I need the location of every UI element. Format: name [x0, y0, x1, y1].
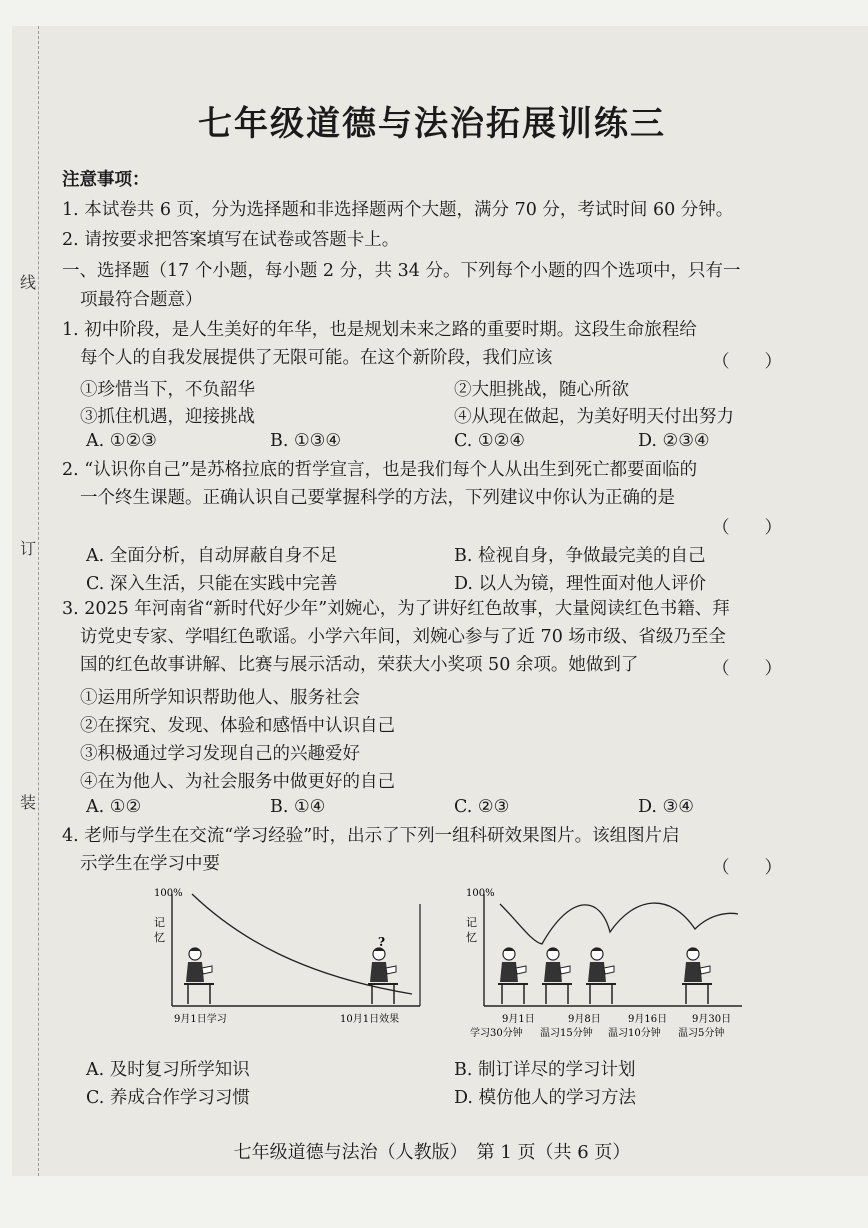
q4-stem-cont: 示学生在学习中要 [80, 854, 220, 874]
student-icon [184, 948, 214, 1004]
q1-item-2: ②大胆挑战，随心所欲 [454, 380, 629, 400]
q3-stem: 3. 2025 年河南省“新时代好少年”刘婉心，为了讲好红色故事，大量阅读红色书籍、拜 [62, 599, 730, 619]
page-title: 七年级道德与法治拓展训练三 [198, 104, 666, 144]
right-fig-date-3: 9月16日 [628, 1014, 668, 1025]
page-footer: 七年级道德与法治（人教版） 第 1 页（共 6 页） [233, 1142, 631, 1163]
q2-stem-cont: 一个终生课题。正确认识自己要掌握科学的方法，下列建议中你认为正确的是 [80, 488, 675, 508]
q1-item-4: ④从现在做起，为美好明天付出努力 [454, 407, 734, 427]
left-fig-ytop: 100% [154, 888, 183, 899]
right-fig-ylabel-2: 忆 [466, 931, 477, 944]
q1-answer-blank[interactable]: （ ） [712, 352, 782, 372]
q3-option-b[interactable]: B. ①④ [270, 797, 326, 817]
q1-option-a[interactable]: A. ①②③ [86, 431, 157, 451]
q1-item-3: ③抓住机遇，迎接挑战 [80, 407, 255, 427]
right-fig-date-4: 9月30日 [692, 1014, 732, 1025]
q3-stem-cont-2: 国的红色故事讲解、比赛与展示活动，荣获大小奖项 50 余项。她做到了 [80, 655, 639, 675]
right-fig-ytop: 100% [466, 888, 495, 899]
question-mark-icon: ? [378, 935, 386, 949]
left-fig-x-start: 9月1日学习 [174, 1014, 227, 1025]
q1-option-b[interactable]: B. ①③④ [270, 431, 342, 451]
q2-option-c[interactable]: C. 深入生活，只能在实践中完善 [86, 574, 338, 594]
right-fig-date-1: 9月1日 [502, 1014, 535, 1025]
student-icon [498, 948, 528, 1004]
binding-char-order: 订 [20, 539, 37, 558]
q2-option-d[interactable]: D. 以人为镜，理性面对他人评价 [454, 574, 707, 594]
right-fig-note-1: 学习30分钟 [470, 1028, 523, 1039]
student-icon [682, 948, 712, 1004]
q1-option-c[interactable]: C. ①②④ [454, 431, 525, 451]
student-icon [542, 948, 572, 1004]
q3-option-d[interactable]: D. ③④ [638, 797, 694, 817]
binding-char-bind: 装 [20, 793, 37, 812]
right-fig-note-2: 温习15分钟 [540, 1028, 593, 1039]
q3-item-2: ②在探究、发现、体验和感悟中认识自己 [80, 716, 395, 736]
q2-option-b[interactable]: B. 检视自身，争做最完美的自己 [454, 546, 706, 566]
q4-option-c[interactable]: C. 养成合作学习习惯 [86, 1088, 250, 1108]
q2-answer-blank[interactable]: （ ） [712, 518, 782, 538]
student-icon [586, 948, 616, 1004]
section-heading: 一、选择题（17 个小题，每小题 2 分，共 34 分。下列每个小题的四个选项中，只有一 [62, 261, 741, 281]
q3-item-4: ④在为他人、为社会服务中做更好的自己 [80, 772, 395, 792]
q4-stem: 4. 老师与学生在交流“学习经验”时，出示了下列一组科研效果图片。该组图片启 [62, 826, 680, 846]
binding-line [38, 26, 39, 1176]
notice-item-1: 1. 本试卷共 6 页，分为选择题和非选择题两个大题，满分 70 分，考试时间 60 分钟。 [62, 200, 734, 220]
binding-char-line: 线 [20, 273, 37, 292]
forgetting-curve-figure [144, 884, 434, 1030]
q1-stem-cont: 每个人的自我发展提供了无限可能。在这个新阶段，我们应该 [80, 348, 553, 368]
q3-item-3: ③积极通过学习发现自己的兴趣爱好 [80, 744, 360, 764]
left-fig-x-end: 10月1日效果 [340, 1014, 400, 1025]
left-fig-ylabel-1: 记 [154, 916, 165, 929]
q3-option-a[interactable]: A. ①② [86, 797, 142, 817]
right-fig-note-3: 温习10分钟 [608, 1028, 661, 1039]
q1-option-d[interactable]: D. ②③④ [638, 431, 710, 451]
left-fig-ylabel-2: 忆 [154, 931, 165, 944]
right-fig-date-2: 9月8日 [568, 1014, 601, 1025]
section-heading-cont: 项最符合题意） [80, 290, 203, 310]
q3-option-c[interactable]: C. ②③ [454, 797, 510, 817]
student-icon [368, 948, 398, 1004]
notice-heading: 注意事项： [62, 170, 150, 190]
q4-option-d[interactable]: D. 模仿他人的学习方法 [454, 1088, 637, 1108]
q4-option-a[interactable]: A. 及时复习所学知识 [86, 1060, 250, 1080]
right-fig-review-curve [500, 903, 738, 944]
q3-answer-blank[interactable]: （ ） [712, 659, 782, 679]
review-curve-figure [460, 884, 750, 1050]
q1-stem: 1. 初中阶段，是人生美好的年华，也是规划未来之路的重要时期。这段生命旅程给 [62, 320, 697, 340]
q3-item-1: ①运用所学知识帮助他人、服务社会 [80, 688, 360, 708]
q2-stem: 2. “认识你自己”是苏格拉底的哲学宣言，也是我们每个人从出生到死亡都要面临的 [62, 460, 698, 480]
q2-option-a[interactable]: A. 全面分析，自动屏蔽自身不足 [86, 546, 338, 566]
q1-item-1: ①珍惜当下，不负韶华 [80, 380, 255, 400]
right-fig-note-4: 温习5分钟 [678, 1028, 725, 1039]
q4-answer-blank[interactable]: （ ） [712, 858, 782, 878]
q4-option-b[interactable]: B. 制订详尽的学习计划 [454, 1060, 636, 1080]
notice-item-2: 2. 请按要求把答案填写在试卷或答题卡上。 [62, 230, 400, 250]
right-fig-ylabel-1: 记 [466, 916, 477, 929]
q3-stem-cont-1: 访党史专家、学唱红色歌谣。小学六年间，刘婉心参与了近 70 场市级、省级乃至全 [80, 627, 726, 647]
